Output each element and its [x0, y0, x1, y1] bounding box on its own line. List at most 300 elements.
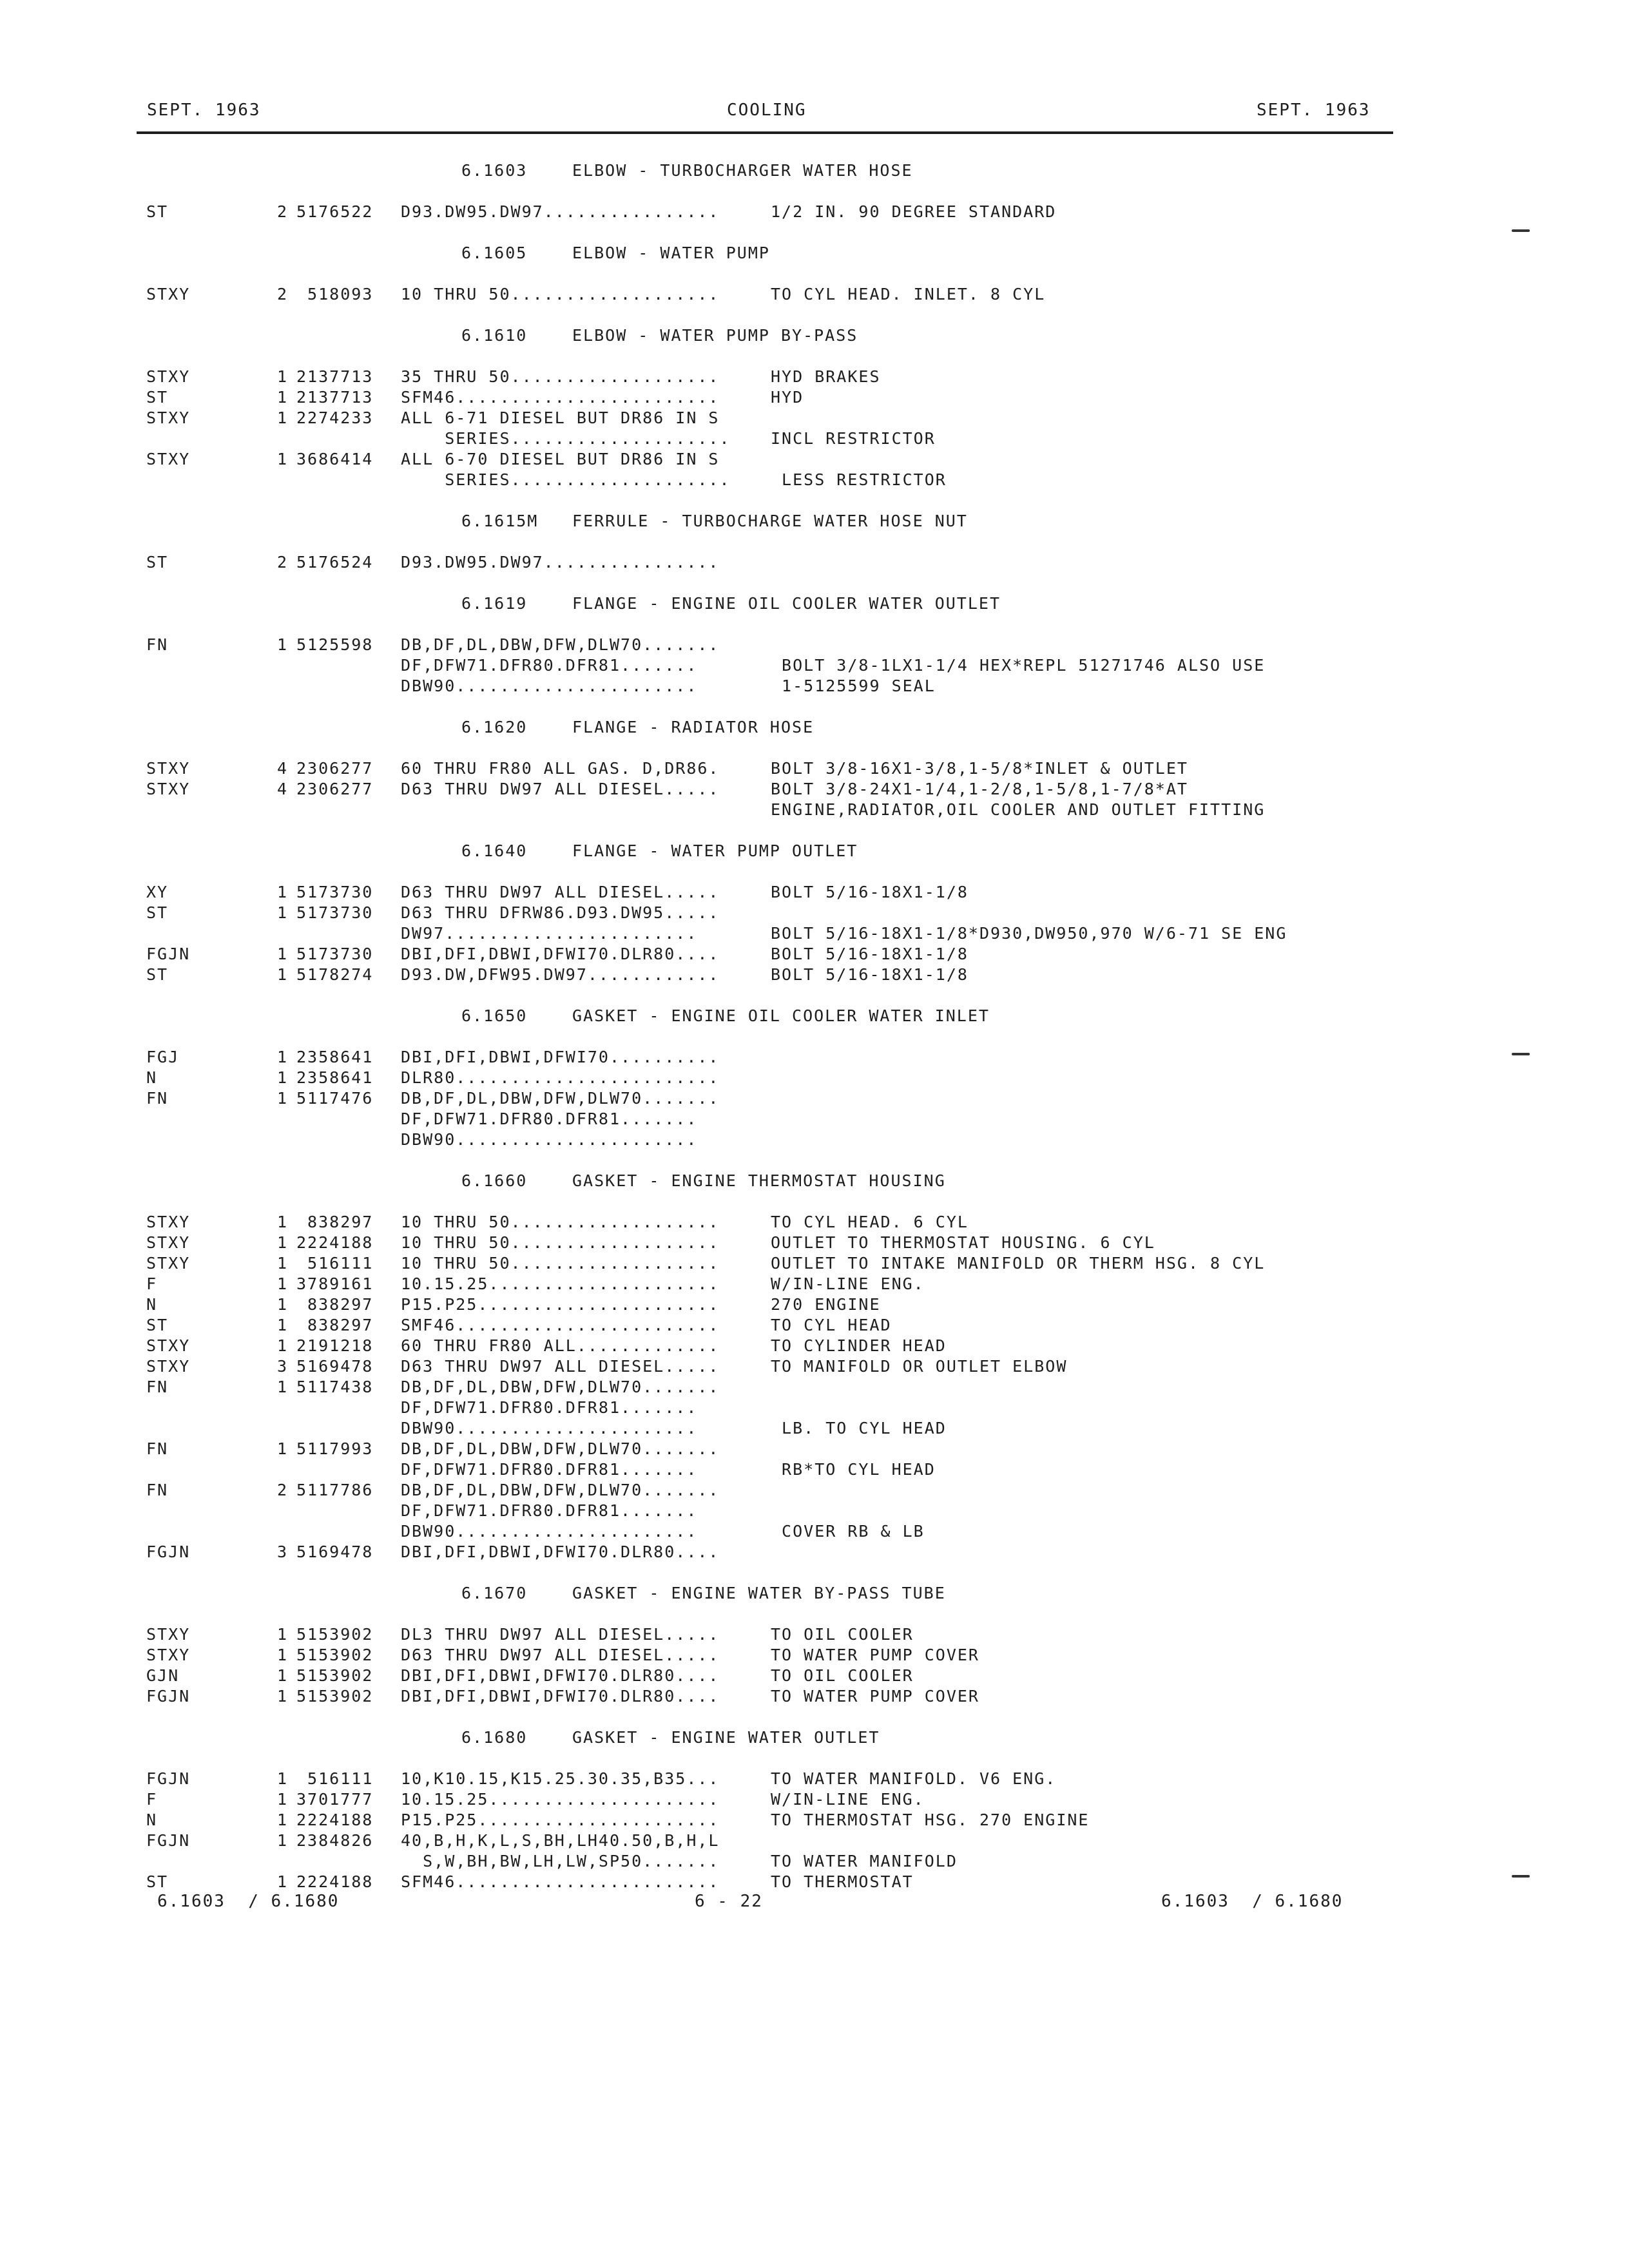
part-number: 3789161 [296, 1274, 374, 1293]
section-heading [0, 1584, 1629, 1604]
header-date-left: SEPT. 1963 [147, 101, 261, 120]
description: TO CYLINDER HEAD [771, 1336, 947, 1355]
model-code: FN [146, 1439, 169, 1458]
quantity: 1 [277, 965, 289, 984]
application: D93.DW95.DW97................ [401, 202, 720, 221]
part-number: 3686414 [296, 450, 374, 468]
model-code: FGJN [146, 945, 191, 963]
model-code: FGJN [146, 1687, 191, 1706]
part-number: 516111 [296, 1254, 374, 1273]
part-entries [0, 367, 1629, 491]
model-code: STXY [146, 1254, 191, 1273]
description: TO THERMOSTAT HSG. 270 ENGINE [771, 1811, 1090, 1829]
part-entries [0, 1213, 1629, 1563]
quantity: 1 [277, 1831, 289, 1850]
part-entry [0, 1357, 1629, 1378]
application: SMF46........................ [401, 1316, 720, 1334]
part-entry [0, 883, 1629, 903]
part-entry [0, 1790, 1629, 1811]
application: SERIES.................... [401, 429, 731, 448]
application: DBW90...................... [401, 677, 698, 695]
section-heading [0, 326, 1629, 347]
section-number: 6.1640 [461, 841, 528, 860]
part-entry [0, 1542, 1629, 1563]
section-heading [0, 512, 1629, 532]
part-entry [0, 1089, 1629, 1151]
application: DF,DFW71.DFR80.DFR81....... [401, 1398, 698, 1417]
part-entry [0, 903, 1629, 945]
quantity: 1 [277, 1233, 289, 1252]
model-code: STXY [146, 285, 191, 303]
application: D63 THRU DW97 ALL DIESEL..... [401, 1357, 720, 1376]
application: DF,DFW71.DFR80.DFR81....... [401, 1460, 698, 1479]
application: D63 THRU DW97 ALL DIESEL..... [401, 883, 720, 901]
model-code: FN [146, 1378, 169, 1396]
part-entry-line [0, 285, 1629, 305]
part-entry [0, 945, 1629, 965]
quantity: 1 [277, 945, 289, 963]
application: 10.15.25..................... [401, 1790, 720, 1809]
part-entries [0, 635, 1629, 697]
section-title: ELBOW - TURBOCHARGER WATER HOSE [572, 161, 913, 180]
part-entry-line [0, 1336, 1629, 1357]
section-heading [0, 841, 1629, 862]
part-number: 5169478 [296, 1357, 374, 1376]
part-entry-line [0, 1089, 1629, 1110]
part-entry-line [0, 470, 1629, 491]
application: ALL 6-70 DIESEL BUT DR86 IN S [401, 450, 720, 468]
application: DBI,DFI,DBWI,DFWI70.DLR80.... [401, 945, 720, 963]
part-number: 5169478 [296, 1542, 374, 1561]
application: DBW90...................... [401, 1130, 698, 1149]
description: 1-5125599 SEAL [771, 677, 936, 695]
part-entry [0, 1666, 1629, 1687]
quantity: 3 [277, 1357, 289, 1376]
application: 10 THRU 50................... [401, 285, 720, 303]
part-entry-line [0, 202, 1629, 223]
part-entry-line [0, 1460, 1629, 1481]
description: TO MANIFOLD OR OUTLET ELBOW [771, 1357, 1068, 1376]
description: BOLT 3/8-16X1-3/8,1-5/8*INLET & OUTLET [771, 759, 1188, 778]
description: INCL RESTRICTOR [771, 429, 936, 448]
quantity: 1 [277, 1274, 289, 1293]
quantity: 1 [277, 1769, 289, 1788]
application: DW97....................... [401, 924, 698, 943]
description: TO THERMOSTAT [771, 1872, 914, 1891]
part-entry-line [0, 1213, 1629, 1233]
part-entry-line [0, 1481, 1629, 1501]
description: W/IN-LINE ENG. [771, 1274, 925, 1293]
part-entry [0, 285, 1629, 305]
description: TO WATER MANIFOLD [771, 1852, 958, 1870]
section-number: 6.1670 [461, 1584, 528, 1602]
part-entry [0, 965, 1629, 986]
catalog-section [0, 718, 1629, 821]
description: COVER RB & LB [771, 1522, 925, 1541]
part-entry [0, 1378, 1629, 1439]
application: DB,DF,DL,DBW,DFW,DLW70....... [401, 1089, 720, 1108]
part-entry [0, 450, 1629, 491]
margin-mark [1512, 229, 1530, 232]
application: DB,DF,DL,DBW,DFW,DLW70....... [401, 635, 720, 654]
application: SFM46........................ [401, 1872, 720, 1891]
section-number: 6.1605 [461, 244, 528, 262]
part-entry [0, 1625, 1629, 1646]
application: S,W,BH,BW,LH,LW,SP50....... [401, 1852, 720, 1870]
model-code: FGJN [146, 1542, 191, 1561]
part-number: 2137713 [296, 388, 374, 407]
section-number: 6.1650 [461, 1006, 528, 1025]
part-entry-line [0, 635, 1629, 656]
model-code: FN [146, 635, 169, 654]
model-code: STXY [146, 1357, 191, 1376]
application: 10 THRU 50................... [401, 1254, 720, 1273]
model-code: STXY [146, 450, 191, 468]
header-rule [137, 131, 1393, 134]
part-number: 5178274 [296, 965, 374, 984]
part-entry-line [0, 1666, 1629, 1687]
header-section-title: COOLING [727, 101, 807, 120]
quantity: 1 [277, 1213, 289, 1231]
description: OUTLET TO THERMOSTAT HOUSING. 6 CYL [771, 1233, 1155, 1252]
quantity: 1 [277, 1295, 289, 1314]
part-number: 838297 [296, 1295, 374, 1314]
margin-mark [1512, 1053, 1530, 1055]
application: DBI,DFI,DBWI,DFWI70.DLR80.... [401, 1687, 720, 1706]
part-number: 5173730 [296, 903, 374, 922]
description: 270 ENGINE [771, 1295, 881, 1314]
application: DBI,DFI,DBWI,DFWI70.DLR80.... [401, 1666, 720, 1685]
section-title: FERRULE - TURBOCHARGE WATER HOSE NUT [572, 512, 968, 530]
part-number: 5173730 [296, 883, 374, 901]
parts-sections [0, 161, 1629, 1914]
description: TO OIL COOLER [771, 1666, 914, 1685]
quantity: 1 [277, 1872, 289, 1891]
application: D93.DW,DFW95.DW97............ [401, 965, 720, 984]
model-code: N [146, 1068, 158, 1087]
description: BOLT 5/16-18X1-1/8 [771, 883, 969, 901]
application: ALL 6-71 DIESEL BUT DR86 IN S [401, 408, 720, 427]
application: DBW90...................... [401, 1419, 698, 1437]
footer-range-right: 6.1603 / 6.1680 [1161, 1892, 1344, 1911]
part-number: 2306277 [296, 780, 374, 798]
application: D63 THRU DW97 ALL DIESEL..... [401, 780, 720, 798]
section-title: GASKET - ENGINE OIL COOLER WATER INLET [572, 1006, 990, 1025]
part-entry-line [0, 1872, 1629, 1893]
part-number: 5125598 [296, 635, 374, 654]
model-code: FGJN [146, 1831, 191, 1850]
part-entry-line [0, 656, 1629, 677]
part-entry-line [0, 1852, 1629, 1872]
quantity: 1 [277, 367, 289, 386]
part-number: 2358641 [296, 1048, 374, 1066]
quantity: 1 [277, 1254, 289, 1273]
part-entry [0, 1048, 1629, 1068]
part-entry-line [0, 1501, 1629, 1522]
part-entry [0, 1646, 1629, 1666]
application: 10 THRU 50................... [401, 1213, 720, 1231]
footer-range-left: 6.1603 / 6.1680 [157, 1892, 340, 1911]
description: BOLT 3/8-24X1-1/4,1-2/8,1-5/8,1-7/8*AT [771, 780, 1188, 798]
part-number: 2137713 [296, 367, 374, 386]
description: LB. TO CYL HEAD [771, 1419, 947, 1437]
section-number: 6.1610 [461, 326, 528, 345]
part-entry-line [0, 800, 1629, 821]
model-code: ST [146, 388, 169, 407]
part-entry-line [0, 677, 1629, 697]
part-entries [0, 883, 1629, 986]
description: BOLT 5/16-18X1-1/8 [771, 965, 969, 984]
description: 1/2 IN. 90 DEGREE STANDARD [771, 202, 1057, 221]
part-entry [0, 1068, 1629, 1089]
part-number: 5153902 [296, 1625, 374, 1644]
model-code: XY [146, 883, 169, 901]
section-heading [0, 594, 1629, 615]
part-number: 5153902 [296, 1666, 374, 1685]
description: HYD BRAKES [771, 367, 881, 386]
model-code: STXY [146, 408, 191, 427]
description: W/IN-LINE ENG. [771, 1790, 925, 1809]
part-number: 2358641 [296, 1068, 374, 1087]
part-number: 5173730 [296, 945, 374, 963]
model-code: FGJN [146, 1769, 191, 1788]
part-number: 5117438 [296, 1378, 374, 1396]
quantity: 4 [277, 780, 289, 798]
part-entry [0, 1295, 1629, 1316]
part-entry [0, 388, 1629, 408]
quantity: 1 [277, 1336, 289, 1355]
part-number: 516111 [296, 1769, 374, 1788]
description: LESS RESTRICTOR [771, 470, 947, 489]
description: TO WATER PUMP COVER [771, 1646, 979, 1664]
application: SFM46........................ [401, 388, 720, 407]
part-entry [0, 1233, 1629, 1254]
model-code: STXY [146, 1625, 191, 1644]
model-code: STXY [146, 1646, 191, 1664]
part-entry-line [0, 1811, 1629, 1831]
quantity: 1 [277, 1646, 289, 1664]
quantity: 1 [277, 1790, 289, 1809]
part-entry [0, 1274, 1629, 1295]
catalog-section [0, 1171, 1629, 1563]
quantity: 1 [277, 883, 289, 901]
application: DBW90...................... [401, 1522, 698, 1541]
part-entry-line [0, 1048, 1629, 1068]
part-entries [0, 1625, 1629, 1707]
part-number: 2274233 [296, 408, 374, 427]
quantity: 3 [277, 1542, 289, 1561]
application: D63 THRU DW97 ALL DIESEL..... [401, 1646, 720, 1664]
header-date-right: SEPT. 1963 [1257, 101, 1371, 120]
part-number: 838297 [296, 1213, 374, 1231]
model-code: STXY [146, 1213, 191, 1231]
quantity: 1 [277, 903, 289, 922]
part-entry [0, 1831, 1629, 1872]
part-number: 2306277 [296, 759, 374, 778]
description: HYD [771, 388, 804, 407]
quantity: 1 [277, 408, 289, 427]
part-number: 5153902 [296, 1646, 374, 1664]
application: 40,B,H,K,L,S,BH,LH40.50,B,H,L [401, 1831, 720, 1850]
section-number: 6.1619 [461, 594, 528, 613]
part-number: 5176522 [296, 202, 374, 221]
part-entry-line [0, 429, 1629, 450]
part-entry [0, 759, 1629, 780]
catalog-section [0, 326, 1629, 491]
catalog-section [0, 512, 1629, 573]
model-code: ST [146, 1872, 169, 1891]
description: TO OIL COOLER [771, 1625, 914, 1644]
part-entry-line [0, 1419, 1629, 1439]
part-entry-line [0, 1274, 1629, 1295]
part-number: 2191218 [296, 1336, 374, 1355]
section-title: FLANGE - WATER PUMP OUTLET [572, 841, 858, 860]
part-entry-line [0, 1790, 1629, 1811]
footer-page-number: 6 - 22 [695, 1892, 763, 1911]
description: BOLT 5/16-18X1-1/8 [771, 945, 969, 963]
model-code: FN [146, 1089, 169, 1108]
section-heading [0, 718, 1629, 738]
part-number: 5153902 [296, 1687, 374, 1706]
description: ENGINE,RADIATOR,OIL COOLER AND OUTLET FITTING [771, 800, 1266, 819]
application: DBI,DFI,DBWI,DFWI70.DLR80.... [401, 1542, 720, 1561]
part-entry [0, 408, 1629, 450]
application: DF,DFW71.DFR80.DFR81....... [401, 1110, 698, 1128]
quantity: 1 [277, 1068, 289, 1087]
section-title: GASKET - ENGINE WATER OUTLET [572, 1728, 880, 1747]
part-entry-line [0, 1110, 1629, 1130]
part-entry-line [0, 780, 1629, 800]
catalog-section [0, 1728, 1629, 1893]
part-number: 5117476 [296, 1089, 374, 1108]
application: 60 THRU FR80 ALL............. [401, 1336, 720, 1355]
part-entry-line [0, 1625, 1629, 1646]
model-code: STXY [146, 367, 191, 386]
part-entry-line [0, 903, 1629, 924]
application: DF,DFW71.DFR80.DFR81....... [401, 1501, 698, 1520]
quantity: 1 [277, 1811, 289, 1829]
application: DLR80........................ [401, 1068, 720, 1087]
model-code: ST [146, 1316, 169, 1334]
part-entries [0, 759, 1629, 821]
model-code: STXY [146, 780, 191, 798]
part-entry-line [0, 945, 1629, 965]
part-number: 3701777 [296, 1790, 374, 1809]
quantity: 1 [277, 1316, 289, 1334]
quantity: 4 [277, 759, 289, 778]
part-entry [0, 1213, 1629, 1233]
part-number: 2224188 [296, 1872, 374, 1891]
part-entry [0, 202, 1629, 223]
application: 10 THRU 50................... [401, 1233, 720, 1252]
section-heading [0, 1171, 1629, 1192]
part-entry-line [0, 450, 1629, 470]
catalog-section [0, 841, 1629, 986]
section-title: GASKET - ENGINE WATER BY-PASS TUBE [572, 1584, 946, 1602]
part-entry-line [0, 965, 1629, 986]
model-code: GJN [146, 1666, 180, 1685]
part-entry-line [0, 1254, 1629, 1274]
part-entry-line [0, 924, 1629, 945]
section-heading [0, 1728, 1629, 1749]
part-entry-line [0, 1357, 1629, 1378]
quantity: 1 [277, 450, 289, 468]
part-entry-line [0, 1439, 1629, 1460]
quantity: 1 [277, 635, 289, 654]
application: P15.P25...................... [401, 1811, 720, 1829]
part-entry [0, 635, 1629, 697]
part-entry-line [0, 1378, 1629, 1398]
part-entry-line [0, 1233, 1629, 1254]
application: SERIES.................... [401, 470, 731, 489]
part-entry [0, 1439, 1629, 1481]
part-entry-line [0, 408, 1629, 429]
quantity: 1 [277, 1439, 289, 1458]
catalog-section [0, 244, 1629, 305]
section-heading [0, 1006, 1629, 1027]
model-code: ST [146, 903, 169, 922]
part-number: 2224188 [296, 1811, 374, 1829]
section-heading [0, 161, 1629, 182]
application: DB,DF,DL,DBW,DFW,DLW70....... [401, 1439, 720, 1458]
description: OUTLET TO INTAKE MANIFOLD OR THERM HSG. 8 CYL [771, 1254, 1266, 1273]
part-entry [0, 780, 1629, 821]
description: RB*TO CYL HEAD [771, 1460, 936, 1479]
part-entry-line [0, 1522, 1629, 1542]
catalog-section [0, 161, 1629, 223]
part-entry-line [0, 1646, 1629, 1666]
section-number: 6.1603 [461, 161, 528, 180]
section-number: 6.1660 [461, 1171, 528, 1190]
model-code: ST [146, 965, 169, 984]
application: DB,DF,DL,DBW,DFW,DLW70....... [401, 1481, 720, 1499]
model-code: ST [146, 553, 169, 572]
part-entry-line [0, 1769, 1629, 1790]
model-code: N [146, 1811, 158, 1829]
model-code: N [146, 1295, 158, 1314]
section-number: 6.1620 [461, 718, 528, 736]
part-entries [0, 1048, 1629, 1151]
part-entry [0, 553, 1629, 573]
model-code: FGJ [146, 1048, 180, 1066]
part-entry-line [0, 1687, 1629, 1707]
application: 60 THRU FR80 ALL GAS. D,DR86. [401, 759, 720, 778]
part-entries [0, 285, 1629, 305]
part-entry-line [0, 1398, 1629, 1419]
section-title: ELBOW - WATER PUMP [572, 244, 770, 262]
model-code: FN [146, 1481, 169, 1499]
description: TO CYL HEAD. 6 CYL [771, 1213, 969, 1231]
part-entry [0, 1811, 1629, 1831]
catalog-section [0, 1006, 1629, 1151]
model-code: STXY [146, 1233, 191, 1252]
application: DB,DF,DL,DBW,DFW,DLW70....... [401, 1378, 720, 1396]
application: DF,DFW71.DFR80.DFR81....... [401, 656, 698, 675]
part-number: 5176524 [296, 553, 374, 572]
description: BOLT 3/8-1LX1-1/4 HEX*REPL 51271746 ALSO USE [771, 656, 1266, 675]
section-title: GASKET - ENGINE THERMOSTAT HOUSING [572, 1171, 946, 1190]
application: 35 THRU 50................... [401, 367, 720, 386]
catalog-section [0, 1584, 1629, 1707]
application: D93.DW95.DW97................ [401, 553, 720, 572]
model-code: ST [146, 202, 169, 221]
application: P15.P25...................... [401, 1295, 720, 1314]
part-entries [0, 553, 1629, 573]
description: TO CYL HEAD [771, 1316, 892, 1334]
part-entry-line [0, 1068, 1629, 1089]
part-entries [0, 1769, 1629, 1893]
model-code: STXY [146, 759, 191, 778]
